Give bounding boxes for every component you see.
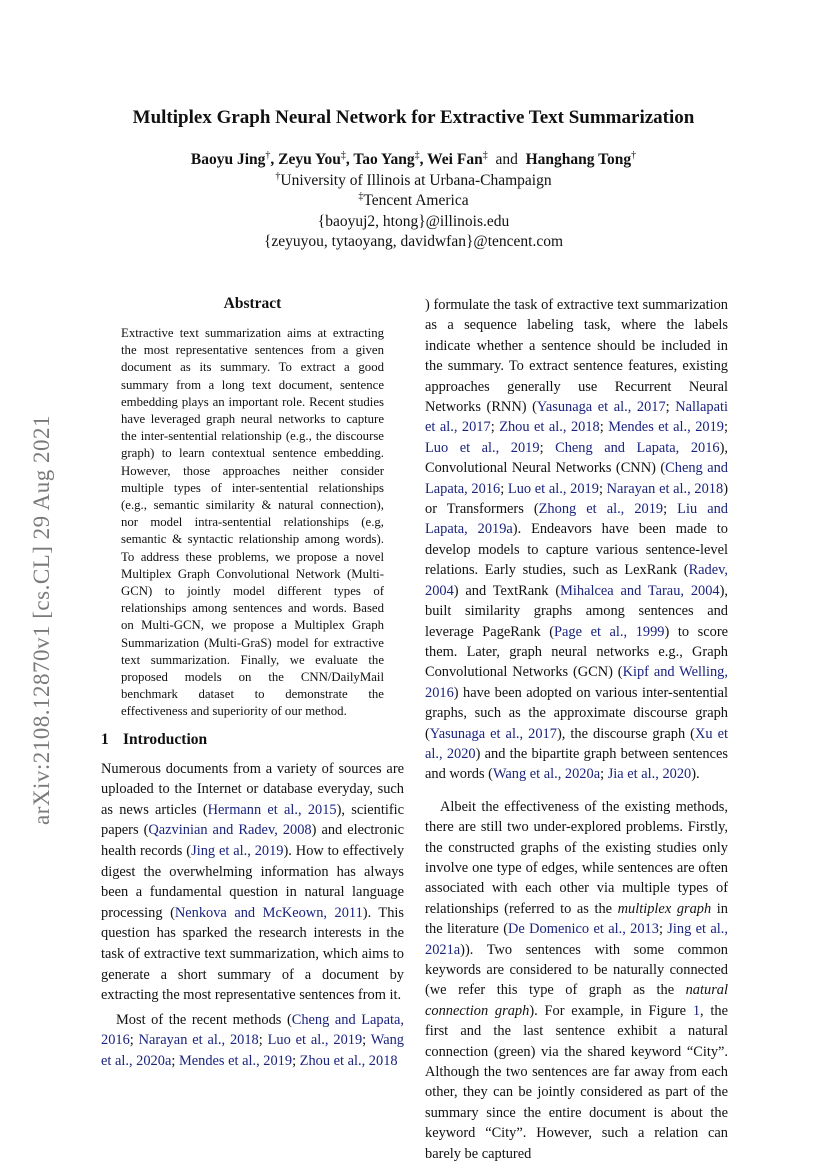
author-name: Tao Yang <box>353 151 415 168</box>
affiliation-1 <box>0 171 827 192</box>
text-run: Numerous documents from a variety of sources are uploaded to the Internet or database everyday, such as news articles ( <box>101 760 404 818</box>
text-run: ; <box>500 480 508 497</box>
text-run: ; <box>171 1052 179 1069</box>
author-name: Baoyu Jing <box>190 151 266 168</box>
left-column <box>101 295 404 1072</box>
abstract-heading: Abstract <box>223 295 282 312</box>
citation-link[interactable]: Nallapati et al., 2017 <box>425 399 728 436</box>
text-run: ) to score them. Later, graph neural networks e.g., Graph Convolutional Networks (GCN) ( <box>425 623 729 681</box>
text-run: ). This question has sparked the research interests in the task of extractive text summarization, which aims to generate a short summary of a document by extracting the most representative sentences from it. <box>101 904 405 1004</box>
text-run: Most of the recent methods ( <box>116 1011 292 1028</box>
text-run: ) have been adopted on various inter-sentential graphs, such as the approximate discourse graph ( <box>425 684 728 742</box>
author-name: Hanghang Tong <box>525 151 632 168</box>
author-mark: ‡ <box>340 150 346 161</box>
affiliation-2 <box>0 191 827 212</box>
text-run: ; <box>598 480 607 497</box>
author-name: Zeyu You <box>278 151 341 168</box>
right-column <box>425 295 728 1164</box>
abstract-text: Extractive text summarization aims at extracting the most representative sentences from a given document as its summary. To extract a good summary from a long text document, sentence embedding plays an important role. Recent studies have leveraged graph neural networks to capture the inter-sentential relationship (e.g., the discourse graph) to learn contextual sentence embedding. However, those approaches neither consider multiple types of inter-sentential relationships (e.g., semantic similarity & natural connection), nor model intra-sentential relationships (e.g, semantic & syntactic relationship among words). To address these problems, we propose a novel Multiplex Graph Convolutional Network (Multi-GCN) to jointly model different types of relationships among sentences and words. Based on Multi-GCN, we propose a Multiplex Graph Summarization (Multi-GraS) model for extractive text summarization. Finally, we evaluate the proposed models on the CNN/DailyMail benchmark dataset to demonstrate the effectiveness and superiority of our method. <box>121 326 384 719</box>
citation-link[interactable]: Page et al., 1999 <box>554 623 665 640</box>
text-run: ; <box>723 419 728 436</box>
citation-link[interactable]: Mendes et al., 2019 <box>178 1052 293 1069</box>
text-run: ; <box>599 419 609 436</box>
text-run: ), built similarity graphs among sentences and leverage PageRank ( <box>425 582 728 640</box>
citation-link[interactable]: Wang et al., 2020a <box>101 1032 404 1069</box>
citation-link[interactable]: Cheng and Lapata, 2016 <box>101 1011 404 1049</box>
citation-link[interactable]: Mihalcea and Tarau, 2004 <box>560 582 720 599</box>
text-run: ). Endeavors have been made to develop models to capture various sentence-level relations. Early studies, such as LexRank ( <box>425 521 728 579</box>
text-run: ) formulate the task of extractive text summarization as a sequence labeling task, where the labels indicate whether a sentence should be included in the summary. To extract sentence features, existing approaches generally use Recurrent Neural Networks (RNN) ( <box>425 297 728 416</box>
section-number: 1 <box>101 730 109 748</box>
citation-link[interactable]: Zhou et al., 2018 <box>299 1052 398 1069</box>
text-run: ). <box>691 766 700 783</box>
citation-link[interactable]: Liu and Lapata, 2019a <box>425 501 728 538</box>
citation-link[interactable]: Hermann et al., 2015 <box>207 801 337 818</box>
text-run: , the first and the last sentence exhibit a natural connection (green) via the shared keyword “City”. Although the two sentences are far away from each other, they can be jointly considered as part of the summary since the entire document is about the keyword “City”. However, such a relation can barely be captured <box>425 1002 728 1162</box>
author-mark: † <box>631 150 637 161</box>
author-separator: , <box>419 151 428 168</box>
author-mark: ‡ <box>482 150 488 161</box>
italic-term: natural connection graph <box>425 982 728 1019</box>
intro-paragraph-2 <box>101 1010 404 1072</box>
author-mark: † <box>265 150 271 161</box>
citation-link[interactable]: Jing et al., 2021a <box>425 921 728 958</box>
citation-link[interactable]: Mendes et al., 2019 <box>608 419 724 436</box>
text-run: ) and electronic health records ( <box>101 822 404 860</box>
text-run: ) and TextRank ( <box>453 582 561 599</box>
italic-term: multiplex graph <box>617 900 712 917</box>
arxiv-stamp <box>24 360 60 880</box>
text-run: ). How to effectively digest the overwhelming information has always been a fundamental question in natural language processing ( <box>101 843 405 921</box>
citation-link[interactable]: Cheng and Lapata, 2016 <box>425 460 728 497</box>
text-run: ), scientific papers ( <box>101 801 404 839</box>
text-run: ; <box>658 921 668 938</box>
email-2: {zeyuyou, tytaoyang, davidwfan}@tencent.com <box>263 233 564 250</box>
citation-link[interactable]: Jia et al., 2020 <box>607 766 692 783</box>
citation-link[interactable]: Cheng and Lapata, 2016 <box>555 439 720 456</box>
author-mark: ‡ <box>414 150 420 161</box>
citation-link[interactable]: Qazvinian and Radev, 2008 <box>148 822 312 839</box>
text-run: )). Two sentences with some common keywords are considered to be naturally connected (we refer this type of graph as the <box>425 941 728 999</box>
citation-link[interactable]: Jing et al., 2019 <box>191 843 284 860</box>
email-1: {baoyuj2, htong}@illinois.edu <box>317 212 510 230</box>
arxiv-stamp-text: arXiv:2108.12870v1 [cs.CL] 29 Aug 2021 <box>29 415 54 825</box>
text-run: ; <box>258 1032 268 1049</box>
author-name: Wei Fan <box>427 151 483 168</box>
text-run: ; <box>362 1032 371 1049</box>
text-run: ; <box>663 501 678 518</box>
paper-title: Multiplex Graph Neural Network for Extractive Text Summarization <box>132 107 695 128</box>
citation-link[interactable]: Luo et al., 2019 <box>267 1032 363 1049</box>
author-separator: and <box>487 151 526 168</box>
citation-link[interactable]: Yasunaga et al., 2017 <box>536 399 666 416</box>
citation-link[interactable]: Narayan et al., 2018 <box>606 480 724 497</box>
citation-link[interactable]: Luo et al., 2019 <box>507 480 599 497</box>
author-list <box>0 150 827 171</box>
citation-link[interactable]: Nenkova and McKeown, 2011 <box>174 904 363 921</box>
citation-link[interactable]: Narayan et al., 2018 <box>138 1032 259 1049</box>
text-run: Albeit the effectiveness of the existing methods, there are still two under-explored problems. Firstly, the constructed graphs of the existing studies only involve one type of edges, while sentences are often associated with each other via multiple types of relationships (referred to as the <box>425 798 728 917</box>
citation-link[interactable]: Zhong et al., 2019 <box>538 501 664 518</box>
section-title: Introduction <box>123 730 208 748</box>
citation-link[interactable]: Zhou et al., 2018 <box>499 419 600 436</box>
paper-header <box>0 150 827 253</box>
intro-paragraph-1 <box>101 759 404 1006</box>
citation-link[interactable]: 1 <box>692 1002 701 1019</box>
affiliation-name: Tencent America <box>363 192 469 209</box>
text-run: ; <box>129 1032 139 1049</box>
text-run: ). For example, in Figure <box>529 1002 693 1019</box>
affiliation-name: University of Illinois at Urbana-Champaign <box>280 171 552 189</box>
citation-link[interactable]: Kipf and Welling, 2016 <box>425 664 728 701</box>
author-separator: , <box>345 151 354 168</box>
affiliation-mark: † <box>275 170 281 182</box>
text-run: ; <box>600 766 608 783</box>
text-run: ; <box>665 399 676 416</box>
citation-link[interactable]: Luo et al., 2019 <box>425 439 540 456</box>
citation-link[interactable]: Radev, 2004 <box>425 562 728 599</box>
citation-link[interactable]: Xu et al., 2020 <box>425 725 728 762</box>
citation-link[interactable]: De Domenico et al., 2013 <box>508 921 659 938</box>
citation-link[interactable]: Wang et al., 2020a <box>492 766 601 783</box>
affiliation-mark: ‡ <box>358 191 364 202</box>
text-run: ) or Transformers ( <box>425 480 728 518</box>
text-run: ; <box>539 439 556 456</box>
text-run: ) and the bipartite graph between sentences and words ( <box>425 745 728 783</box>
text-run: ; <box>292 1052 300 1069</box>
author-separator: , <box>270 151 279 168</box>
text-run: in the literature ( <box>425 900 729 938</box>
intro-paragraph-2-continued <box>425 295 728 785</box>
section-heading-introduction <box>101 731 404 749</box>
intro-paragraph-3 <box>425 797 728 1164</box>
citation-link[interactable]: Yasunaga et al., 2017 <box>429 725 557 742</box>
text-run: ), the discourse graph ( <box>556 725 695 742</box>
text-run: ; <box>490 419 500 436</box>
text-run: ), Convolutional Neural Networks (CNN) ( <box>425 439 728 477</box>
